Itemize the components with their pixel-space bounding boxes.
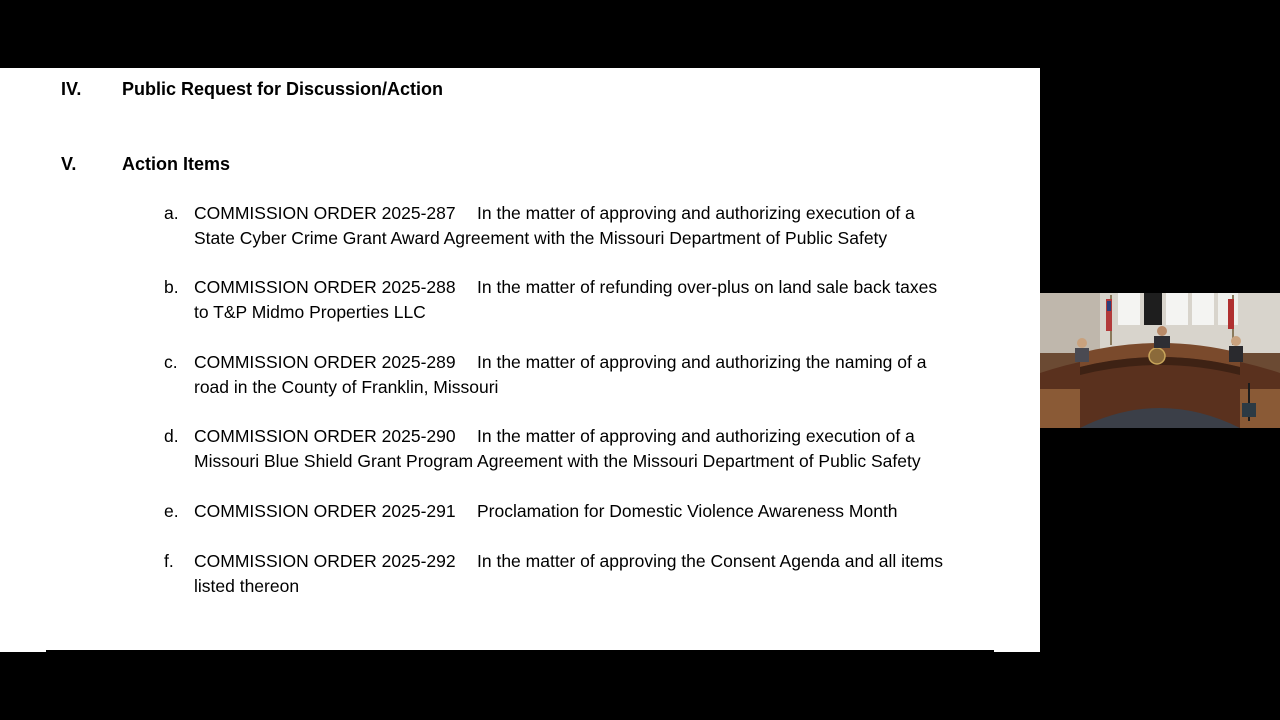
item-description: In the matter of refunding over-plus on land sale back taxes: [477, 277, 938, 297]
commission-chamber-image: [1040, 293, 1280, 428]
section-v-numeral: V.: [61, 154, 77, 174]
page-bottom-rule: [46, 650, 994, 652]
item-letter: a.: [164, 203, 179, 223]
order-number: COMMISSION ORDER 2025-287: [194, 203, 456, 223]
item-description-continued: road in the County of Franklin, Missouri: [194, 376, 499, 397]
agenda-document: [0, 68, 1040, 652]
item-letter: e.: [164, 501, 179, 521]
item-letter: b.: [164, 277, 179, 297]
item-description-continued: Missouri Blue Shield Grant Program Agreement with the Missouri Department of Public Safety: [194, 450, 921, 471]
item-description: In the matter of approving and authorizing the naming of a: [477, 352, 927, 372]
item-description-continued: listed thereon: [194, 575, 300, 596]
item-description: In the matter of approving and authorizing execution of a: [477, 426, 915, 446]
item-description: In the matter of approving and authorizing execution of a: [477, 203, 915, 223]
section-iv-numeral: IV.: [61, 79, 82, 99]
item-letter: c.: [164, 352, 178, 372]
order-number: COMMISSION ORDER 2025-290: [194, 426, 456, 446]
section-v-title: Action Items: [122, 154, 231, 174]
item-letter: d.: [164, 426, 179, 446]
item-description-continued: State Cyber Crime Grant Award Agreement with the Missouri Department of Public Safety: [194, 227, 888, 248]
section-iv-title: Public Request for Discussion/Action: [122, 79, 444, 99]
item-description: In the matter of approving the Consent Agenda and all items: [477, 551, 943, 571]
order-number: COMMISSION ORDER 2025-288: [194, 277, 456, 297]
order-number: COMMISSION ORDER 2025-292: [194, 551, 456, 571]
camera-feed: [1040, 293, 1280, 428]
order-number: COMMISSION ORDER 2025-289: [194, 352, 456, 372]
order-number: COMMISSION ORDER 2025-291: [194, 501, 456, 521]
item-description: Proclamation for Domestic Violence Awareness Month: [477, 501, 898, 521]
item-letter: f.: [164, 551, 174, 571]
item-description-continued: to T&P Midmo Properties LLC: [194, 301, 426, 322]
